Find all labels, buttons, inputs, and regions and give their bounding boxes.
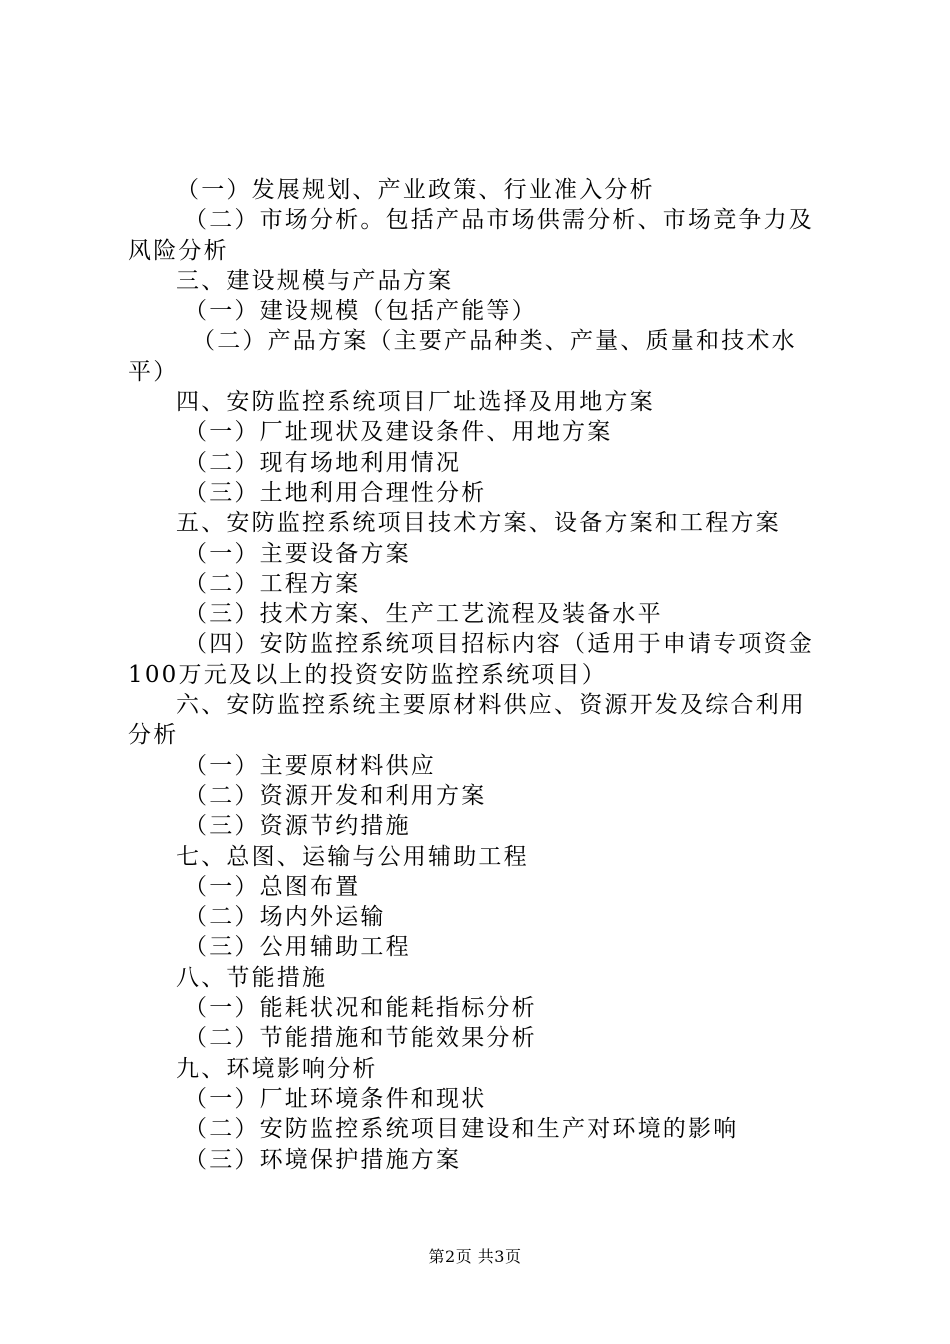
- subsection-heading: （二）安防监控系统项目建设和生产对环境的影响: [184, 1116, 739, 1143]
- subsection-heading: （三）技术方案、生产工艺流程及装备水平: [184, 601, 663, 628]
- section-heading: 六、安防监控系统主要原材料供应、资源开发及综合利用: [176, 692, 806, 719]
- section-heading: 九、环境影响分析: [176, 1055, 378, 1082]
- subsection-heading: （二）节能措施和节能效果分析: [184, 1025, 537, 1052]
- subsection-heading: （一）建设规模（包括产能等）: [184, 298, 537, 325]
- continuation-line: 分析: [128, 722, 179, 749]
- subsection-heading: （一）厂址现状及建设条件、用地方案: [184, 419, 613, 446]
- subsection-heading: （三）公用辅助工程: [184, 934, 411, 961]
- subsection-heading: （一）总图布置: [184, 873, 361, 900]
- subsection-heading: （三）环境保护措施方案: [184, 1146, 462, 1173]
- subsection-heading: （三）土地利用合理性分析: [184, 479, 487, 506]
- continuation-line: 平）: [128, 358, 179, 385]
- section-heading: 三、建设规模与产品方案: [176, 267, 454, 294]
- page-footer: [0, 1244, 950, 1267]
- subsection-heading: （一）厂址环境条件和现状: [184, 1085, 487, 1112]
- subsection-heading: （一）主要原材料供应: [184, 752, 436, 779]
- section-heading: 八、节能措施: [176, 964, 328, 991]
- subsection-heading: （四）安防监控系统项目招标内容（适用于申请专项资金: [184, 631, 814, 658]
- continuation-line: 100万元及以上的投资安防监控系统项目）: [128, 661, 607, 688]
- subsection-heading: （二）现有场地利用情况: [184, 449, 462, 476]
- subsection-heading: （一）能耗状况和能耗指标分析: [184, 995, 537, 1022]
- section-heading: 五、安防监控系统项目技术方案、设备方案和工程方案: [176, 510, 781, 537]
- subsection-heading: （二）场内外运输: [184, 904, 386, 931]
- continuation-line: 风险分析: [128, 237, 229, 264]
- page-number-label: 第2页 共3页: [428, 1247, 522, 1266]
- subsection-heading: （二）工程方案: [184, 570, 361, 597]
- subsection-heading: （三）资源节约措施: [184, 813, 411, 840]
- document-body: [128, 175, 832, 1175]
- subsection-heading: （二）资源开发和利用方案: [184, 782, 487, 809]
- subsection-heading: （二）产品方案（主要产品种类、产量、质量和技术水: [192, 328, 797, 355]
- subsection-heading: （一）发展规划、产业政策、行业准入分析: [176, 177, 655, 203]
- section-heading: 四、安防监控系统项目厂址选择及用地方案: [176, 389, 655, 416]
- subsection-heading: （一）主要设备方案: [184, 540, 411, 567]
- section-heading: 七、总图、运输与公用辅助工程: [176, 843, 529, 870]
- subsection-heading: （二）市场分析。包括产品市场供需分析、市场竞争力及: [184, 207, 814, 234]
